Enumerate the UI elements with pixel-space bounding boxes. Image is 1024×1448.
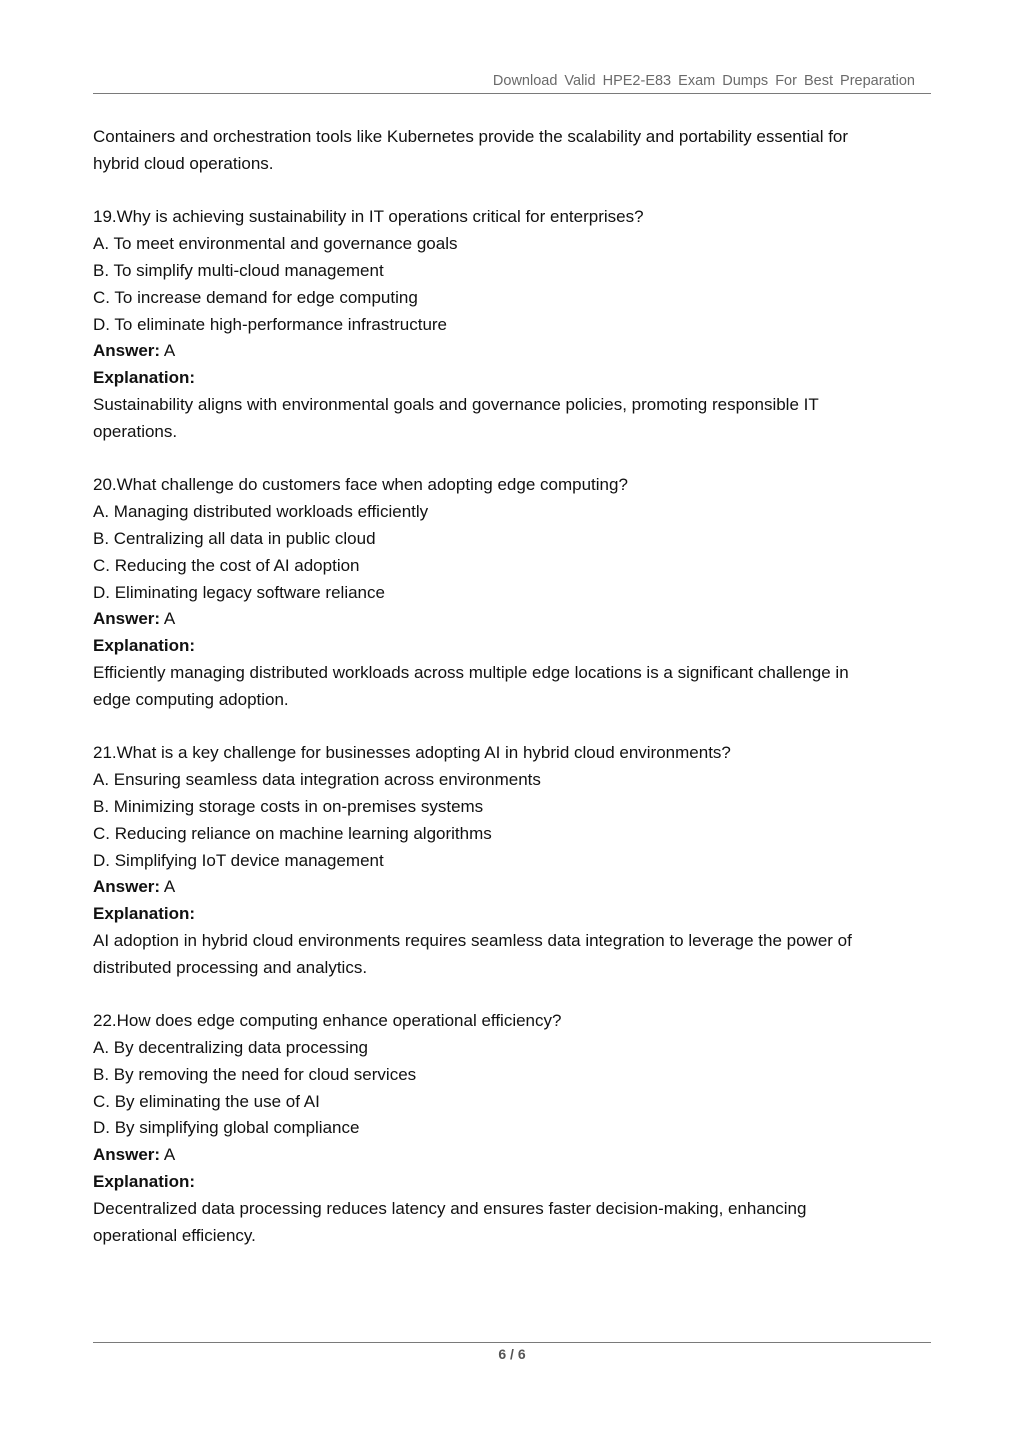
intro-line: hybrid cloud operations. bbox=[93, 153, 274, 173]
answer-label: Answer: bbox=[93, 1145, 161, 1165]
option-c: C. By eliminating the use of AI bbox=[93, 1091, 320, 1111]
document-body bbox=[93, 124, 913, 1249]
option-b: B. By removing the need for cloud services bbox=[93, 1064, 417, 1084]
intro-line: Containers and orchestration tools like Kubernetes provide the scalability and portability essential for bbox=[93, 127, 849, 146]
explanation-text: AI adoption in hybrid cloud environments requires seamless data integration to leverage the power of bbox=[93, 930, 852, 950]
explanation-label: Explanation: bbox=[93, 368, 196, 388]
question-text: 21.What is a key challenge for businesses adopting AI in hybrid cloud environments? bbox=[93, 743, 731, 763]
option-b: B. Minimizing storage costs in on-premises systems bbox=[93, 796, 484, 816]
option-a: A. Ensuring seamless data integration across environments bbox=[93, 770, 541, 790]
option-c: C. Reducing the cost of AI adoption bbox=[93, 555, 360, 575]
answer-label: Answer: bbox=[93, 877, 161, 897]
answer-line bbox=[93, 338, 913, 365]
explanation-text: Sustainability aligns with environmental goals and governance policies, promoting responsible IT bbox=[93, 394, 819, 414]
answer-label: Answer: bbox=[93, 609, 161, 629]
intro-paragraph bbox=[93, 124, 913, 178]
page-number: 6 / 6 bbox=[498, 1346, 526, 1362]
option-c: C. Reducing reliance on machine learning algorithms bbox=[93, 823, 492, 843]
page-header-title: Download Valid HPE2-E83 Exam Dumps For Best Preparation bbox=[492, 73, 915, 89]
question-block-22 bbox=[93, 1008, 913, 1249]
option-a: A. By decentralizing data processing bbox=[93, 1038, 368, 1058]
explanation-label: Explanation: bbox=[93, 636, 196, 656]
option-d: D. Eliminating legacy software reliance bbox=[93, 582, 385, 602]
answer-label: Answer: bbox=[93, 341, 161, 361]
explanation-text: edge computing adoption. bbox=[93, 689, 289, 709]
question-block-19 bbox=[93, 204, 913, 445]
answer-value: A bbox=[163, 1145, 176, 1165]
footer-divider bbox=[93, 1342, 931, 1343]
explanation-text: operational efficiency. bbox=[93, 1225, 256, 1245]
explanation-text: operations. bbox=[93, 421, 178, 441]
explanation-label: Explanation: bbox=[93, 1172, 196, 1192]
answer-value: A bbox=[163, 609, 176, 629]
explanation-text: distributed processing and analytics. bbox=[93, 957, 368, 977]
answer-line bbox=[93, 1142, 913, 1169]
option-b: B. Centralizing all data in public cloud bbox=[93, 528, 376, 548]
option-a: A. Managing distributed workloads efficiently bbox=[93, 502, 429, 522]
answer-line bbox=[93, 606, 913, 633]
answer-value: A bbox=[163, 877, 176, 897]
option-a: A. To meet environmental and governance goals bbox=[93, 234, 458, 254]
option-d: D. Simplifying IoT device management bbox=[93, 850, 384, 870]
option-c: C. To increase demand for edge computing bbox=[93, 287, 418, 307]
option-b: B. To simplify multi-cloud management bbox=[93, 260, 384, 280]
header-divider bbox=[93, 93, 931, 94]
question-text: 22.How does edge computing enhance operational efficiency? bbox=[93, 1011, 562, 1031]
answer-line bbox=[93, 874, 913, 901]
question-block-21 bbox=[93, 740, 913, 981]
question-text: 19.Why is achieving sustainability in IT operations critical for enterprises? bbox=[93, 207, 644, 227]
answer-value: A bbox=[163, 341, 176, 361]
explanation-label: Explanation: bbox=[93, 904, 196, 924]
option-d: D. By simplifying global compliance bbox=[93, 1118, 360, 1138]
question-block-20 bbox=[93, 472, 913, 713]
explanation-text: Decentralized data processing reduces latency and ensures faster decision-making, enhancing bbox=[93, 1198, 807, 1218]
option-d: D. To eliminate high-performance infrastructure bbox=[93, 314, 448, 334]
explanation-text: Efficiently managing distributed workloads across multiple edge locations is a significant challenge in bbox=[93, 662, 849, 682]
question-text: 20.What challenge do customers face when adopting edge computing? bbox=[93, 475, 628, 495]
